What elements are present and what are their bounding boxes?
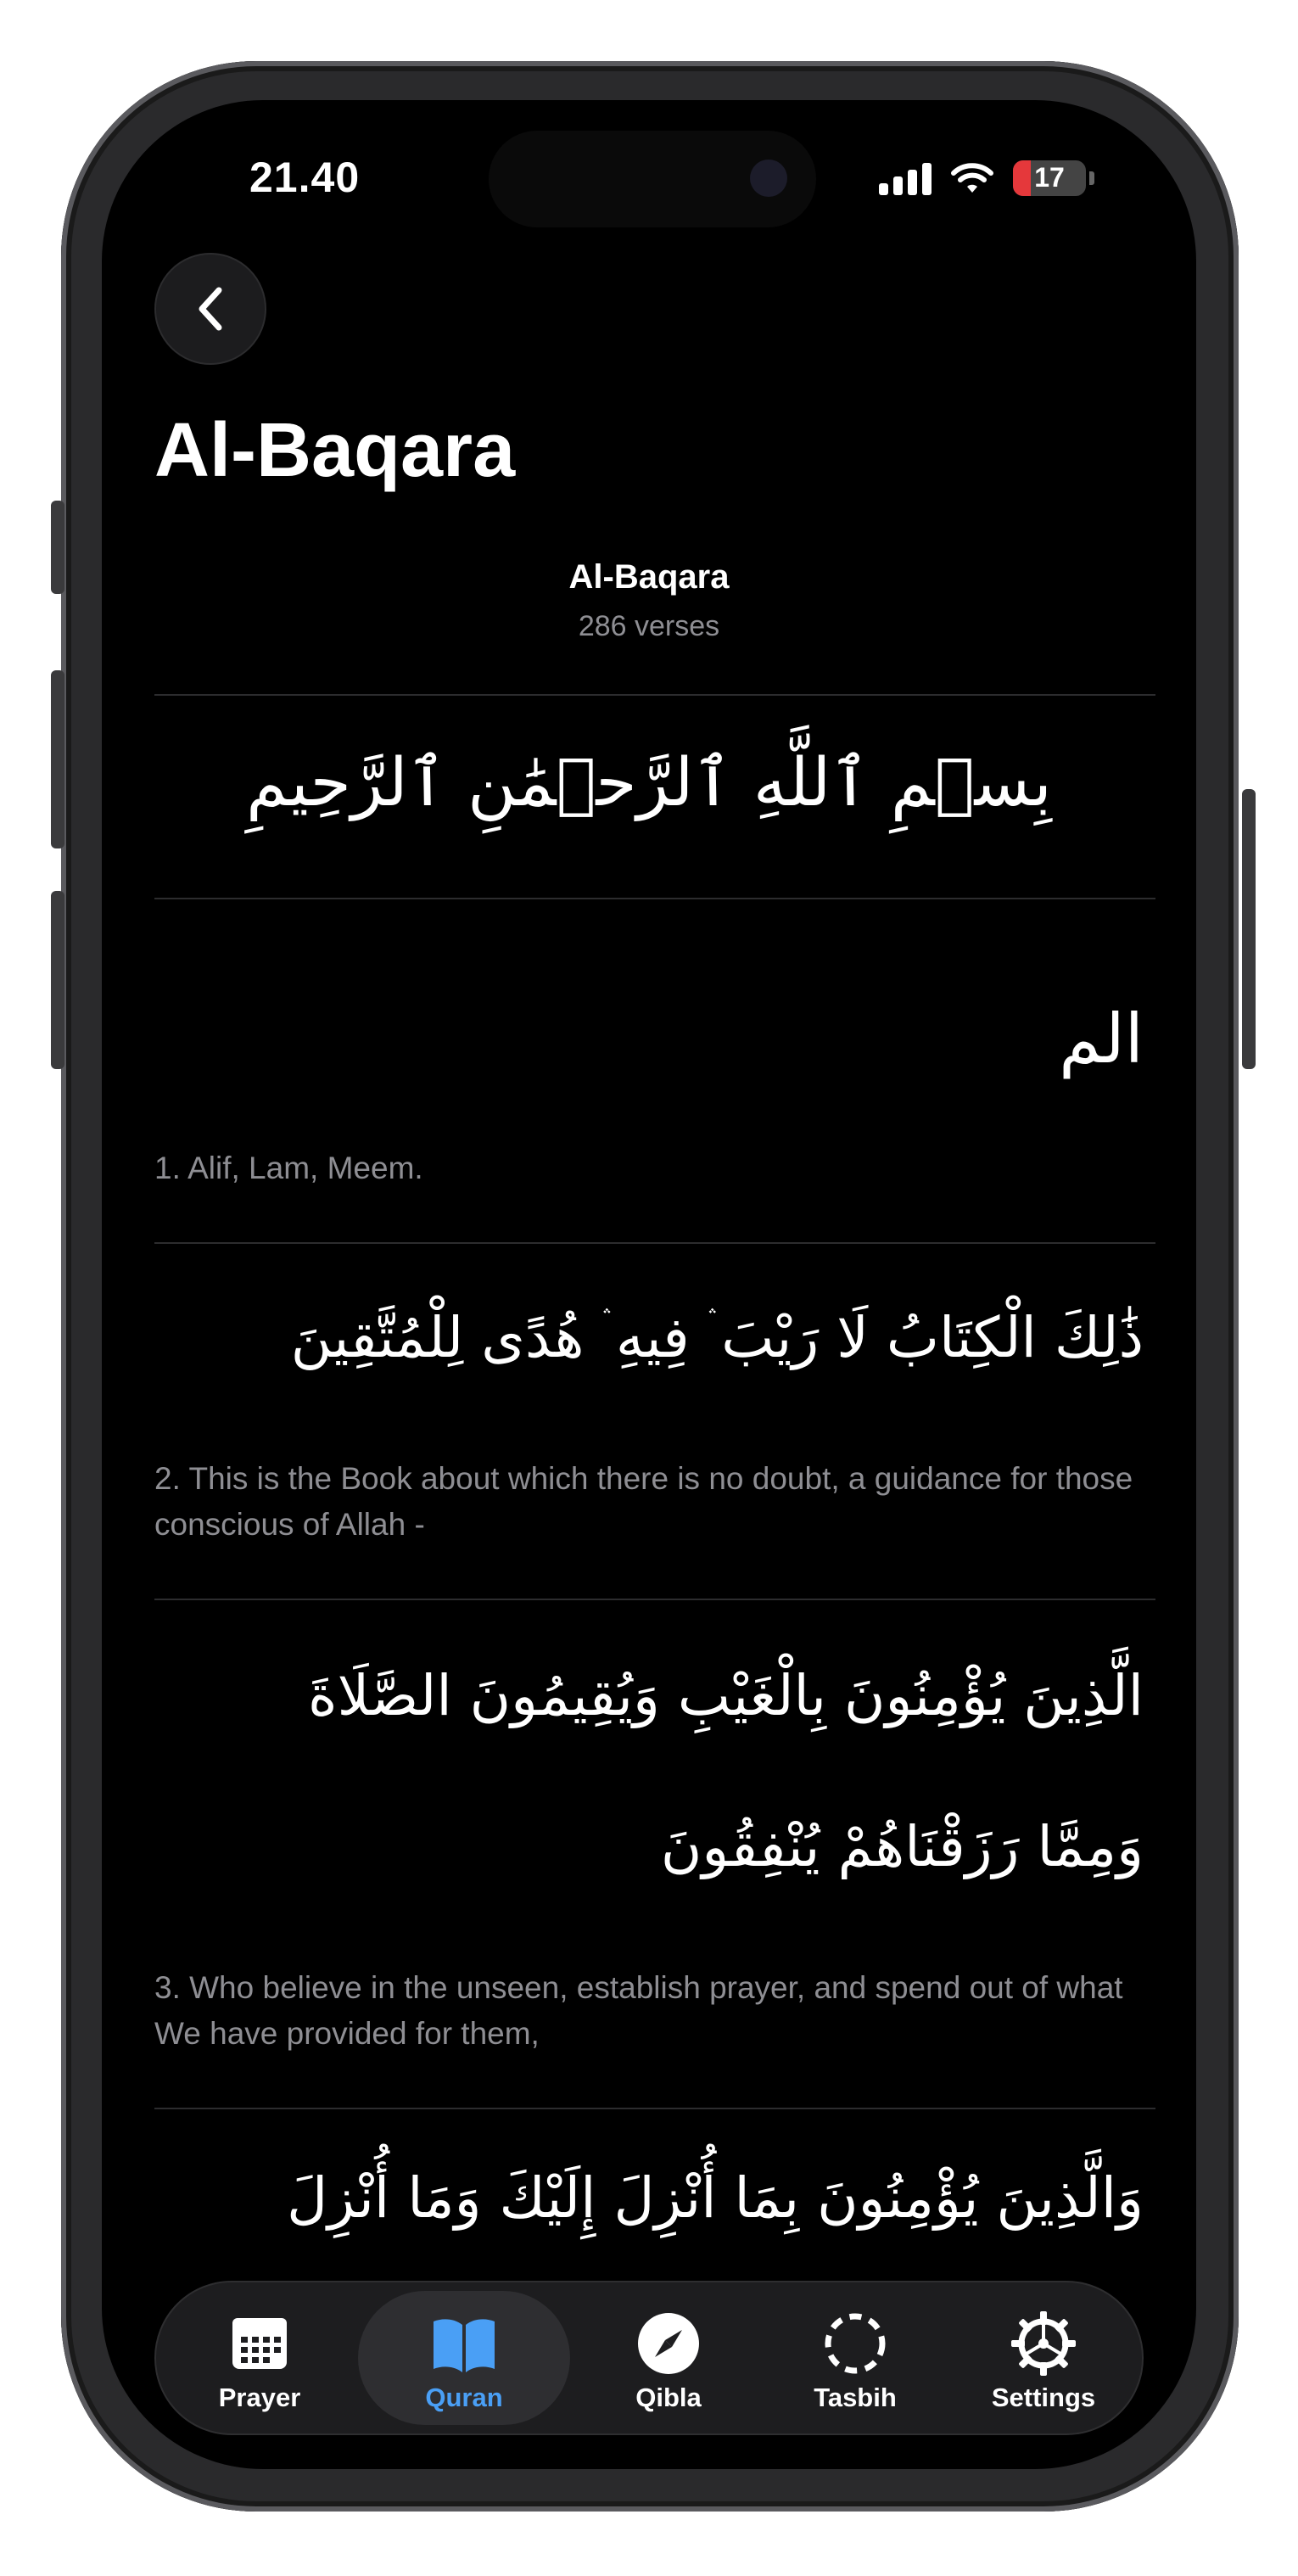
volume-down-button xyxy=(51,891,64,1069)
verse-1-translation: 1. Alif, Lam, Meem. xyxy=(154,1151,423,1185)
dashed-circle-icon xyxy=(821,2310,889,2377)
tab-label: Qibla xyxy=(635,2383,702,2412)
verse-2-translation: 2. This is the Book about which there is no doubt, a guidance for those conscious of Allah - xyxy=(154,1461,1133,1542)
battery-level: 17 xyxy=(1034,162,1065,193)
verse-3-arabic-line-1: الَّذِينَ يُؤْمِنُونَ بِالْغَيْبِ وَيُقِيمُونَ الصَّلَاةَ xyxy=(308,1663,1144,1728)
verse-3-translation: 3. Who believe in the unseen, establish prayer, and spend out of what We have provided for them, xyxy=(154,1970,1123,2051)
verse-1-arabic: الم xyxy=(1059,1000,1144,1078)
tab-quran[interactable] xyxy=(358,2291,570,2425)
volume-up-button xyxy=(51,670,64,848)
tab-prayer[interactable] xyxy=(161,2291,358,2425)
tab-tasbih[interactable] xyxy=(757,2291,954,2425)
status-time: 21.40 xyxy=(249,154,361,201)
divider xyxy=(154,2108,1155,2109)
divider xyxy=(154,694,1155,696)
tab-label: Quran xyxy=(425,2383,503,2412)
chevron-left-icon xyxy=(193,285,227,333)
divider xyxy=(154,1242,1155,1244)
dynamic-island xyxy=(489,131,816,227)
surah-name: Al-Baqara xyxy=(568,558,730,596)
verse-2-arabic: ذَٰلِكَ الْكِتَابُ لَا رَيْبَ ۛ فِيهِ ۛ هُدًى لِلْمُتَّقِينَ xyxy=(290,1305,1144,1370)
camera-icon xyxy=(750,160,787,197)
book-icon xyxy=(430,2310,498,2377)
battery-icon xyxy=(1013,160,1086,196)
divider xyxy=(154,1599,1155,1600)
action-button xyxy=(51,501,64,594)
wifi-icon xyxy=(950,161,994,195)
verse-4-arabic: وَالَّذِينَ يُؤْمِنُونَ بِمَا أُنْزِلَ إِلَيْكَ وَمَا أُنْزِلَ xyxy=(287,2165,1144,2231)
tab-label: Tasbih xyxy=(814,2383,897,2412)
battery-tip xyxy=(1089,171,1094,185)
status-bar xyxy=(102,100,1196,253)
calendar-icon xyxy=(226,2310,294,2377)
tab-bar xyxy=(154,2281,1144,2435)
back-button[interactable] xyxy=(154,253,266,365)
compass-icon xyxy=(635,2310,702,2377)
surah-header xyxy=(102,558,1196,643)
page-title: Al-Baqara xyxy=(154,408,516,493)
cellular-signal-icon xyxy=(879,161,932,195)
gear-icon xyxy=(1010,2310,1077,2377)
app-screen xyxy=(102,100,1196,2469)
tab-label: Prayer xyxy=(218,2383,301,2412)
surah-verse-count: 286 verses xyxy=(578,610,720,642)
verse-3-arabic-line-2: وَمِمَّا رَزَقْنَاهُمْ يُنْفِقُونَ xyxy=(660,1814,1144,1879)
tab-qibla[interactable] xyxy=(570,2291,767,2425)
tab-label: Settings xyxy=(991,2383,1096,2412)
divider xyxy=(154,898,1155,899)
tab-settings[interactable] xyxy=(945,2291,1142,2425)
bismillah-text: بِسۡمِ ٱللَّهِ ٱلرَّحۡمَٰنِ ٱلرَّحِيمِ xyxy=(246,745,1052,821)
power-button xyxy=(1242,789,1256,1069)
status-icons xyxy=(879,153,1094,204)
